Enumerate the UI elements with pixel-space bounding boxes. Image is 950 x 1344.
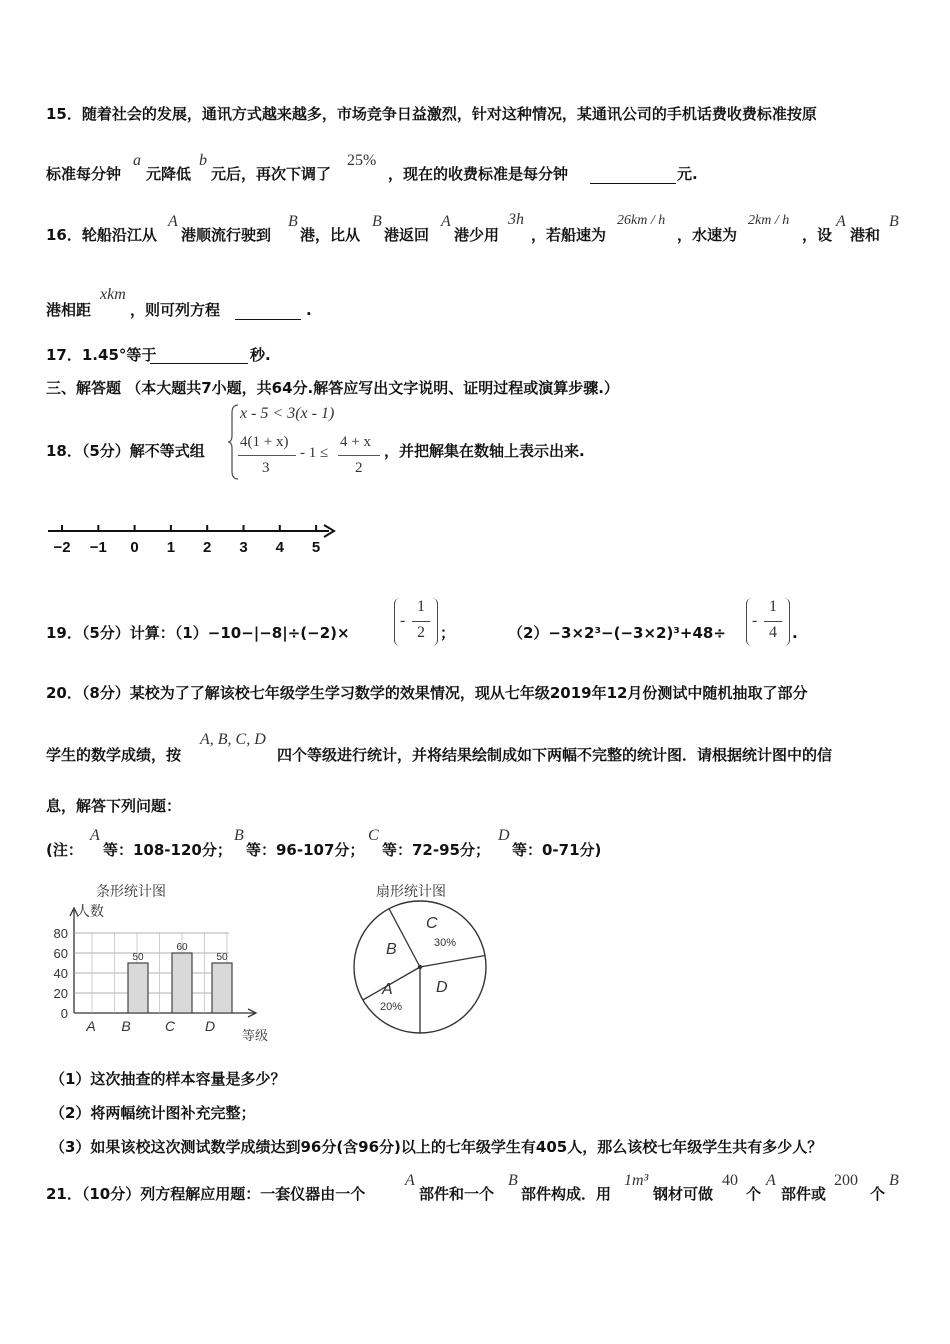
q19-frac2-num: 1 (769, 598, 777, 615)
q16-line2-text-2: ，则可列方程 (130, 301, 221, 319)
q21-text-3: 部件构成．用 (521, 1185, 612, 1203)
q16-text-9: 港和 (850, 226, 881, 244)
q20-line2-text-1: 学生的数学成绩，按 (46, 746, 182, 764)
number-line-tick-label: 2 (203, 539, 212, 556)
q16-var-A3: A (836, 213, 846, 230)
q20-note-B-text: 等：96-107分； (246, 841, 365, 859)
q16-text-6: ，若船速为 (531, 226, 607, 244)
q15-text-4: ，现在的收费标准是每分钟 (388, 165, 569, 183)
bar-chart-y-tick-label: 20 (53, 986, 68, 1001)
number-line-tick-label: 0 (130, 539, 139, 556)
bar-chart-y-tick-label: 40 (53, 966, 68, 981)
bar-chart-x-tick-label: B (121, 1018, 131, 1034)
q16-water-speed: 2km / h (748, 213, 790, 228)
q21-num-200: 200 (834, 1172, 858, 1189)
bar-chart-bar (128, 963, 148, 1013)
number-line-tick-label: 1 (166, 539, 176, 556)
pie-chart-slice-boundary (389, 909, 420, 967)
q15-text-5: 元. (677, 165, 698, 183)
q16-text-4: 港返回 (384, 226, 430, 244)
bar-chart-y-tick-label: 80 (53, 926, 68, 941)
bar-chart-bar (212, 963, 232, 1013)
q20-note-C: C (368, 827, 379, 844)
q19-abs-1 (394, 598, 438, 646)
bar-chart-y-tick-label: 60 (53, 946, 68, 961)
q21-text-5: 个 (746, 1185, 762, 1203)
q16-answer-blank[interactable] (235, 303, 301, 320)
section-heading: 三、解答题 （本大题共7小题，共64分.解答应写出文字说明、证明过程或演算步骤.） (46, 379, 619, 397)
q16-text-8: ，设 (802, 226, 833, 244)
q20-note-D: D (498, 827, 510, 844)
q15-percent: 25% (347, 152, 377, 169)
q21-num-40: 40 (722, 1172, 738, 1189)
bar-chart-data-label: 50 (216, 952, 228, 963)
q19-frac2-sign: - (752, 612, 758, 629)
q16-text-2: 港顺流行驶到 (181, 226, 272, 244)
q17-answer-blank[interactable] (150, 347, 248, 364)
q21-var-A1: A (405, 1172, 415, 1189)
q16-var-B1: B (288, 213, 298, 230)
q21-var-B2: B (889, 1172, 899, 1189)
bar-chart (44, 880, 294, 1046)
q20-line3: 息，解答下列问题： (46, 797, 182, 815)
pie-chart-slice-label: A (382, 981, 393, 998)
pie-chart (340, 880, 500, 1046)
pie-chart-center (418, 965, 422, 969)
q18-middle: - 1 ≤ (300, 445, 329, 461)
bar-chart-x-tick-label: A (86, 1018, 96, 1034)
q18-inequality-1: x - 5 < 3(x - 1) (240, 405, 335, 422)
bar-chart-title: 条形统计图 (96, 883, 166, 899)
q21-var-A2: A (766, 1172, 776, 1189)
q15-var-a: a (133, 152, 141, 169)
q16-text-1: 16．轮船沿江从 (46, 226, 157, 244)
pie-chart-slice-boundary (420, 956, 485, 967)
q17-text-1: 17．1.45°等于 (46, 346, 157, 364)
q19-frac1-num: 1 (417, 598, 425, 615)
bar-chart-ylabel: 人数 (76, 903, 104, 919)
number-line-tick-label: 5 (311, 539, 321, 556)
q21-text-1: 21．（10分）列方程解应用题：一套仪器由一个 (46, 1185, 366, 1203)
q18-fraction-bar-1 (238, 455, 296, 456)
q16-text-3: 港，比从 (300, 226, 361, 244)
number-line-tick-label: 4 (275, 539, 284, 556)
q19-part1: 19．（5分）计算：（1）−10−|−8|÷(−2)× (46, 624, 350, 642)
q15-line1: 15．随着社会的发展，通讯方式越来越多，市场竞争日益激烈，针对这种情况，某通讯公司的手机话费收费标准按原 (46, 105, 817, 123)
q20-sub1: （1）这次抽查的样本容量是多少？ (50, 1070, 286, 1088)
pie-chart-slice-label: D (436, 979, 448, 996)
q20-note-C-text: 等：72-95分； (382, 841, 490, 859)
bar-chart-y-tick-label: 0 (60, 1006, 68, 1021)
q16-var-A2: A (441, 213, 451, 230)
q21-volume: 1m³ (624, 1172, 649, 1189)
number-line-tick-label: −2 (53, 539, 71, 556)
q16-var-A1: A (168, 213, 178, 230)
q19-abs-2 (746, 598, 790, 646)
q20-line2-text-2: 四个等级进行统计，并将结果绘制成如下两幅不完整的统计图．请根据统计图中的信 (277, 746, 833, 764)
pie-chart-slice-label: C (426, 915, 438, 932)
q21-text-4: 钢材可做 (653, 1185, 714, 1203)
bar-chart-bar (172, 953, 192, 1013)
pie-chart-slice-percent: 20% (380, 1001, 403, 1013)
bar-chart-x-tick-label: D (204, 1018, 216, 1034)
pie-chart-slice-percent: 30% (434, 937, 457, 949)
bar-chart-data-label: 50 (132, 952, 144, 963)
q21-text-6: 部件或 (781, 1185, 827, 1203)
q18-denominator-2: 2 (355, 460, 363, 476)
bar-chart-x-tick-label: C (164, 1018, 176, 1034)
q21-text-7: 个 (870, 1185, 886, 1203)
q16-distance: xkm (100, 286, 126, 303)
number-line (44, 520, 344, 560)
pie-chart-title: 扇形统计图 (376, 883, 446, 899)
number-line-tick-label: 3 (239, 539, 248, 556)
q19-frac2-bar (764, 621, 782, 622)
q19-frac1-sign: - (400, 612, 406, 629)
q16-boat-speed: 26km / h (617, 213, 666, 228)
bar-chart-xlabel: 等级 (242, 1028, 269, 1043)
q19-frac2-den: 4 (769, 624, 777, 641)
q18-numerator-2: 4 + x (340, 434, 371, 450)
q19-end: . (792, 624, 798, 642)
q20-note-A: A (90, 827, 100, 844)
q16-line2-text-3: . (306, 301, 312, 319)
q18-fraction-bar-2 (338, 455, 380, 456)
q19-frac1-bar (412, 621, 430, 622)
q19-semicolon: ； (440, 624, 456, 642)
q16-text-5: 港少用 (454, 226, 500, 244)
q20-sub3: （3）如果该校这次测试数学成绩达到96分(含96分)以上的七年级学生有405人，那么该校七年级学生共有多少人？ (50, 1138, 823, 1156)
q21-var-B1: B (508, 1172, 518, 1189)
q16-line2-text-1: 港相距 (46, 301, 92, 319)
q20-line1: 20．（8分）某校为了了解该校七年级学生学习数学的效果情况，现从七年级2019年12月份测试中随机抽取了部分 (46, 684, 808, 702)
q15-text-3: 元后，再次下调了 (211, 165, 332, 183)
q16-time: 3h (508, 211, 524, 228)
q16-text-7: ，水速为 (677, 226, 738, 244)
q20-note-B: B (234, 827, 244, 844)
q21-text-2: 部件和一个 (419, 1185, 495, 1203)
bar-chart-data-label: 60 (176, 942, 188, 953)
q17-text-2: 秒. (250, 346, 271, 364)
q20-grades: A, B, C, D (200, 731, 266, 748)
pie-chart-slice-label: B (386, 941, 397, 958)
q20-note-D-text: 等：0-71分) (512, 841, 602, 859)
q15-text-1: 标准每分钟 (46, 165, 122, 183)
q15-var-b: b (199, 152, 207, 169)
q18-numerator-1: 4(1 + x) (240, 434, 289, 450)
q18-denominator-1: 3 (262, 460, 270, 476)
q16-var-B3: B (889, 213, 899, 230)
q20-note-open: (注： (46, 841, 83, 859)
number-line-tick-label: −1 (89, 539, 107, 556)
q20-note-A-text: 等：108-120分； (103, 841, 232, 859)
q18-tail: ，并把解集在数轴上表示出来. (384, 442, 585, 460)
q16-var-B2: B (372, 213, 382, 230)
q19-part2: （2）−3×2³−(−3×2)³+48÷ (508, 624, 726, 642)
q15-answer-blank[interactable] (590, 167, 676, 184)
q20-sub2: （2）将两幅统计图补充完整； (50, 1104, 256, 1122)
q19-frac1-den: 2 (417, 624, 425, 641)
q15-text-2: 元降低 (146, 165, 192, 183)
q18-label: 18．（5分）解不等式组 (46, 442, 205, 460)
